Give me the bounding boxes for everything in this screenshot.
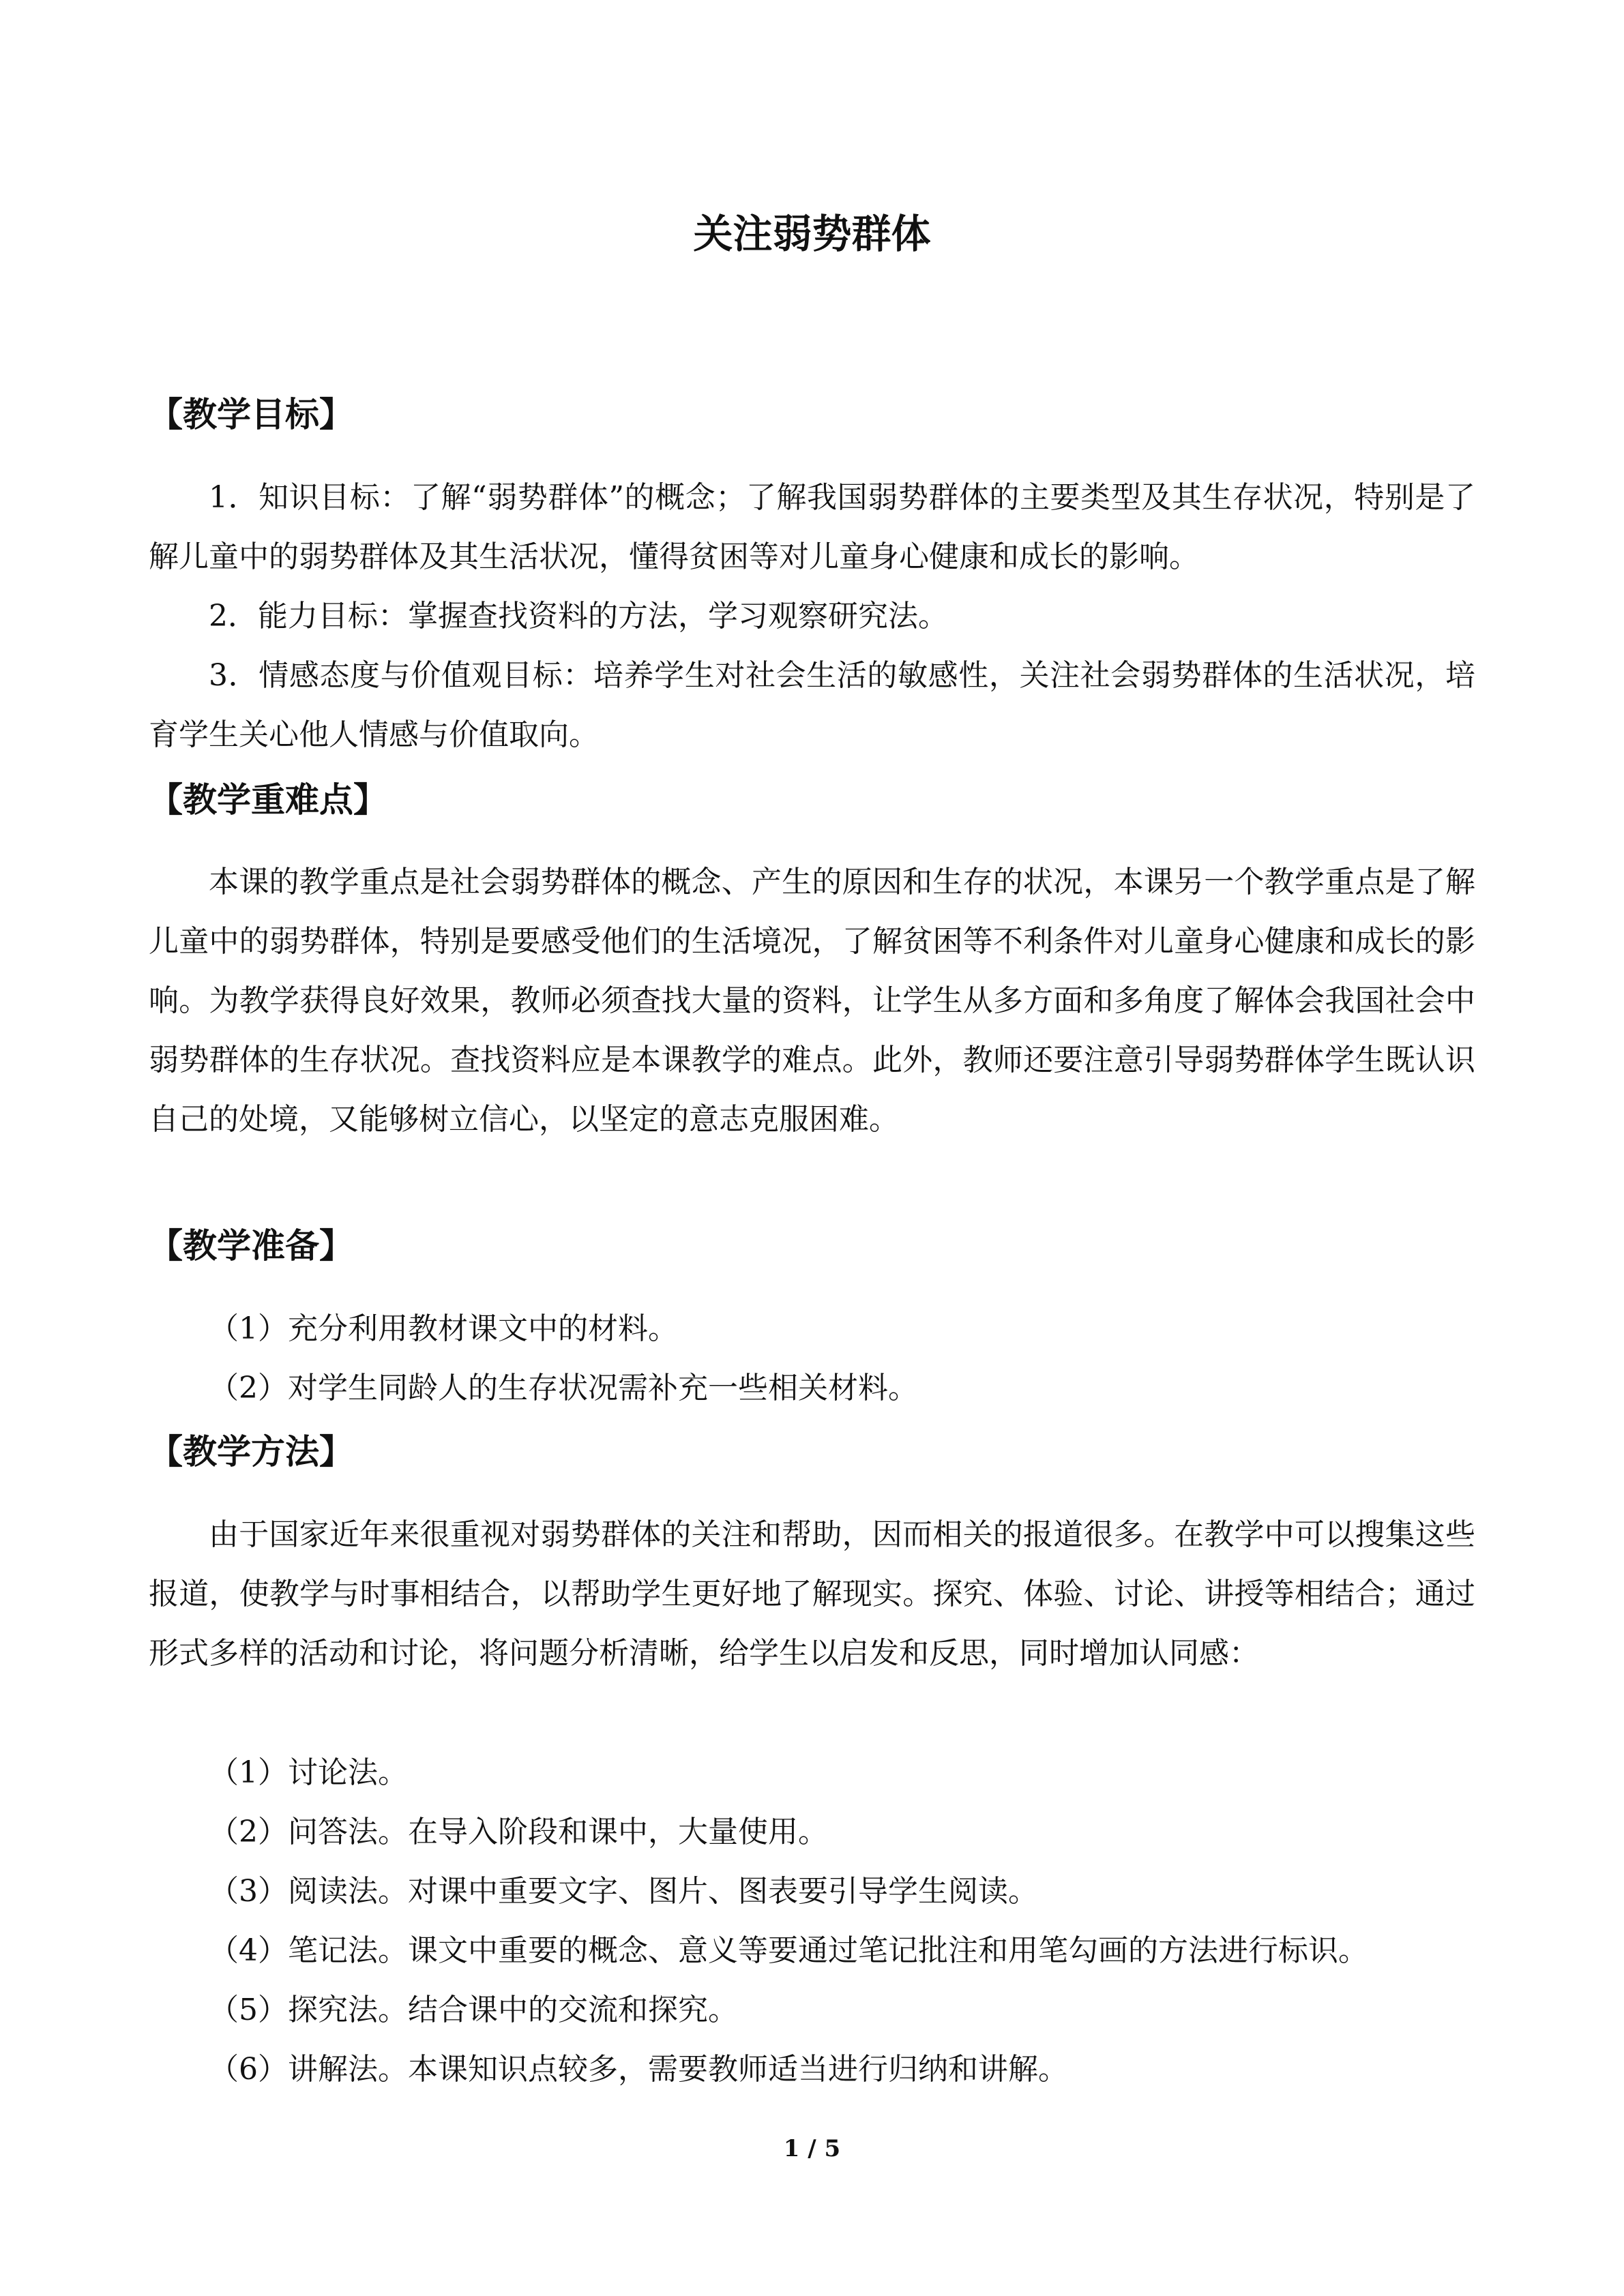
page-number: 1 / 5	[783, 2135, 841, 2162]
section-heading-objectives: 【教学目标】	[149, 395, 353, 434]
section-heading-key-points: 【教学重难点】	[149, 780, 387, 820]
objective-knowledge: 1．知识目标：了解“弱势群体”的概念；了解我国弱势群体的主要类型及其生存状况，特别是了解儿童中的弱势群体及其生活状况，懂得贫困等对儿童身心健康和成长的影响。	[149, 480, 1475, 574]
method-item: （5）探究法。结合课中的交流和探究。	[209, 1993, 738, 2027]
document-title: 关注弱势群体	[693, 211, 931, 257]
methods-intro: 由于国家近年来很重视对弱势群体的关注和帮助，因而相关的报道很多。在教学中可以搜集这些报道，使教学与时事相结合，以帮助学生更好地了解现实。探究、体验、讨论、讲授等相结合；通过形式多样的活动和讨论，将问题分析清晰，给学生以启发和反思，同时增加认同感：	[149, 1517, 1475, 1671]
preparation-item: （2）对学生同龄人的生存状况需补充一些相关材料。	[209, 1371, 918, 1405]
objective-attitude: 3．情感态度与价值观目标：培养学生对社会生活的敏感性，关注社会弱势群体的生活状况，培育学生关心他人情感与价值取向。	[149, 658, 1475, 752]
section-heading-preparation: 【教学准备】	[149, 1226, 353, 1266]
preparation-item: （1）充分利用教材课文中的材料。	[209, 1311, 678, 1346]
method-item: （1）讨论法。	[209, 1755, 408, 1790]
method-item: （2）问答法。在导入阶段和课中，大量使用。	[209, 1815, 828, 1849]
method-item: （3）阅读法。对课中重要文字、图片、图表要引导学生阅读。	[209, 1874, 1038, 1909]
method-item: （4）笔记法。课文中重要的概念、意义等要通过笔记批注和用笔勾画的方法进行标识。	[209, 1933, 1368, 1968]
key-points-paragraph: 本课的教学重点是社会弱势群体的概念、产生的原因和生存的状况，本课另一个教学重点是了解儿童中的弱势群体，特别是要感受他们的生活境况，了解贫困等不利条件对儿童身心健康和成长的影响。为教学获得良好效果，教师必须查找大量的资料，让学生从多方面和多角度了解体会我国社会中弱势群体的生存状况。查找资料应是本课教学的难点。此外，教师还要注意引导弱势群体学生既认识自己的处境，又能够树立信心，以坚定的意志克服困难。	[149, 865, 1475, 1137]
section-heading-methods: 【教学方法】	[149, 1432, 353, 1472]
method-item: （6）讲解法。本课知识点较多，需要教师适当进行归纳和讲解。	[209, 2052, 1068, 2087]
objective-ability: 2．能力目标：掌握查找资料的方法，学习观察研究法。	[209, 599, 948, 633]
